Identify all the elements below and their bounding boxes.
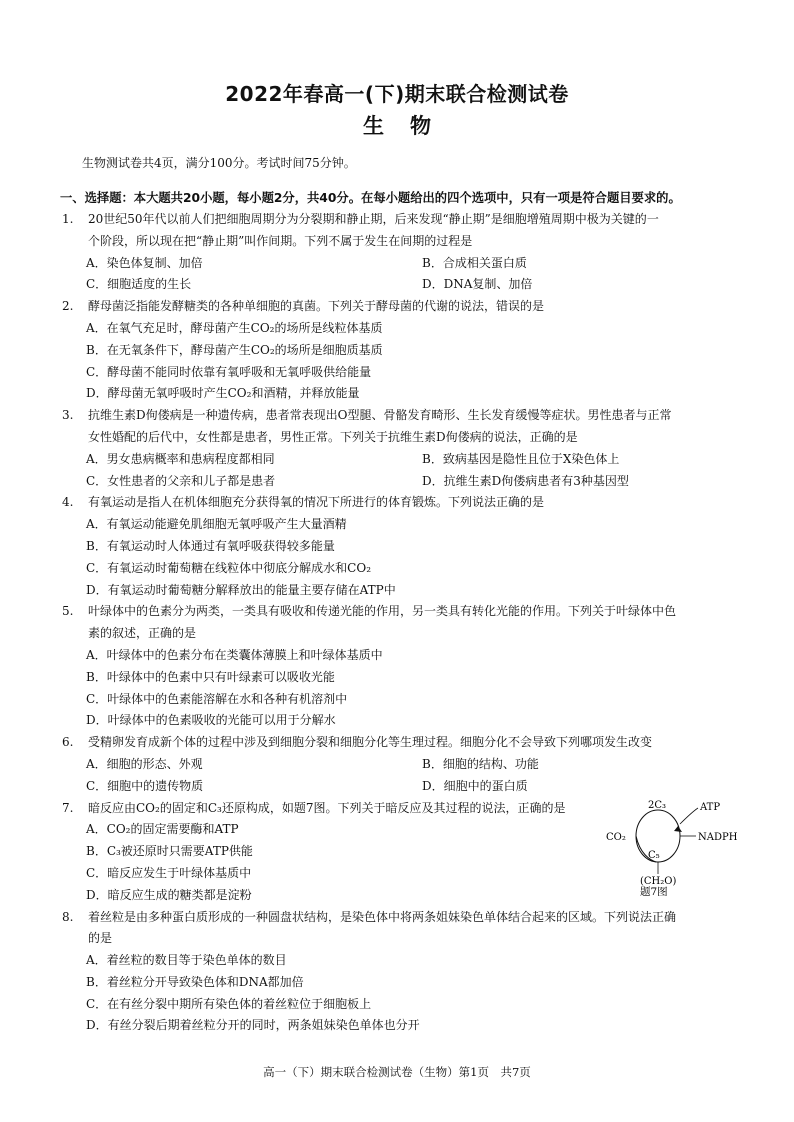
option-b: B．叶绿体中的色素中只有叶绿素可以吸收光能 (86, 669, 335, 684)
option-a: A．CO₂的固定需要酶和ATP (86, 822, 239, 837)
option-b: B．有氧运动时人体通过有氧呼吸获得较多能量 (86, 538, 335, 553)
option-c: C．酵母菌不能同时依靠有氧呼吸和无氧呼吸供给能量 (86, 364, 372, 379)
option-b: B．致病基因是隐性且位于X染色体上 (422, 451, 620, 466)
calvin-cycle-diagram (596, 796, 746, 896)
question-text: 叶绿体中的色素分为两类，一类具有吸收和传递光能的作用，另一类具有转化光能的作用。下列关于叶绿体中色 (88, 604, 677, 619)
option-d: D．有丝分裂后期着丝粒分开的同时，两条姐妹染色单体也分开 (86, 1018, 420, 1033)
exam-note: 生物测试卷共4页，满分100分。考试时间75分钟。 (82, 156, 356, 170)
section-heading: 一、选择题：本大题共20小题，每小题2分，共40分。在每小题给出的四个选项中，只有一项是符合题目要求的。 (60, 191, 681, 205)
option-c: C．暗反应发生于叶绿体基质中 (86, 865, 252, 880)
option-b: B．C₃被还原时只需要ATP供能 (86, 844, 253, 859)
label-2c3: 2C₃ (648, 799, 667, 811)
option-b: B．着丝粒分开导致染色体和DNA都加倍 (86, 974, 304, 989)
question-number: 2. (62, 299, 74, 314)
question-number: 7. (62, 800, 74, 815)
question-1 (60, 209, 740, 296)
option-a: A．男女患病概率和患病程度都相同 (86, 451, 275, 466)
question-text: 受精卵发育成新个体的过程中涉及到细胞分裂和细胞分化等生理过程。细胞分化不会导致下列哪项发生改变 (88, 735, 653, 750)
option-c: C．叶绿体中的色素能溶解在水和各种有机溶剂中 (86, 691, 348, 706)
option-c: C．细胞中的遗传物质 (86, 778, 204, 793)
label-co2: CO₂ (606, 831, 626, 843)
option-c: C．有氧运动时葡萄糖在线粒体中彻底分解成水和CO₂ (86, 560, 372, 575)
question-number: 5. (62, 604, 74, 619)
question-3 (60, 405, 740, 492)
atp-arrow (680, 808, 698, 824)
option-a: A．染色体复制、加倍 (86, 255, 203, 270)
option-d: D．DNA复制、加倍 (422, 277, 533, 292)
label-atp: ATP (700, 801, 721, 813)
question-2 (60, 296, 740, 405)
option-c: C．细胞适度的生长 (86, 277, 192, 292)
question-text: 暗反应由CO₂的固定和C₃还原构成，如题7图。下列关于暗反应及其过程的说法，正确的是 (88, 800, 566, 815)
figure-caption: 题7图 (640, 885, 668, 896)
cycle-arrow-head (674, 826, 682, 832)
option-b: B．在无氧条件下，酵母菌产生CO₂的场所是细胞质基质 (86, 342, 383, 357)
question-text: 20世纪50年代以前人们把细胞周期分为分裂期和静止期，后来发现“静止期”是细胞增殖周期中极为关键的一 (88, 212, 659, 226)
question-text: 着丝粒是由多种蛋白质形成的一种圆盘状结构，是染色体中将两条姐妹染色单体结合起来的区域。下列说法正确 (88, 909, 677, 924)
question-text: 个阶段，所以现在把“静止期”叫作间期。下列不属于发生在间期的过程是 (88, 233, 473, 248)
option-d: D．抗维生素D佝偻病患者有3种基因型 (422, 473, 629, 488)
question-text: 的是 (88, 931, 113, 946)
question-text: 有氧运动是指人在机体细胞充分获得氧的情况下所进行的体育锻炼。下列说法正确的是 (88, 495, 545, 510)
option-d: D．暗反应生成的糖类都是淀粉 (86, 887, 252, 902)
question-number: 3. (62, 408, 74, 423)
question-text: 酵母菌泛指能发酵糖类的各种单细胞的真菌。下列关于酵母菌的代谢的说法，错误的是 (88, 299, 545, 314)
question-7 (60, 798, 740, 907)
label-ch2o: (CH₂O) (640, 875, 677, 887)
page-footer: 高一（下）期末联合检测试卷（生物）第1页 共7页 (263, 1065, 531, 1079)
question-list (60, 209, 740, 1037)
option-a: A．叶绿体中的色素分布在类囊体薄膜上和叶绿体基质中 (86, 647, 383, 662)
option-d: D．有氧运动时葡萄糖分解释放出的能量主要存储在ATP中 (86, 582, 396, 597)
option-d: D．细胞中的蛋白质 (422, 778, 528, 793)
question-text: 素的叙述，正确的是 (88, 626, 197, 641)
option-b: B．合成相关蛋白质 (422, 255, 527, 270)
question-number: 6. (62, 735, 74, 750)
option-c: C．女性患者的父亲和儿子都是患者 (86, 473, 276, 488)
option-a: A．在氧气充足时，酵母菌产生CO₂的场所是线粒体基质 (86, 320, 383, 335)
option-a: A．有氧运动能避免肌细胞无氧呼吸产生大量酒精 (86, 517, 347, 532)
question-text: 抗维生素D佝偻病是一种遗传病，患者常表现出O型腿、骨骼发育畸形、生长发育缓慢等症状。男性患者与正常 (88, 408, 672, 423)
question-number: 8. (62, 909, 74, 924)
question-5 (60, 601, 740, 732)
option-c: C．在有丝分裂中期所有染色体的着丝粒位于细胞板上 (86, 996, 372, 1011)
question-8 (60, 907, 740, 1038)
question-number: 1. (62, 212, 74, 226)
question-6 (60, 732, 740, 797)
question-text: 女性婚配的后代中，女性都是患者，男性正常。下列关于抗维生素D佝偻病的说法，正确的是 (88, 429, 578, 444)
option-b: B．细胞的结构、功能 (422, 756, 539, 771)
subject-title: 生物 (363, 114, 457, 138)
option-d: D．叶绿体中的色素吸收的光能可以用于分解水 (86, 713, 336, 728)
option-a: A．着丝粒的数目等于染色单体的数目 (86, 953, 287, 968)
option-a: A．细胞的形态、外观 (86, 756, 203, 771)
label-c5: C₅ (648, 849, 660, 861)
question-number: 4. (62, 495, 74, 510)
question-4 (60, 492, 740, 601)
option-d: D．酵母菌无氧呼吸时产生CO₂和酒精，并释放能量 (86, 386, 360, 401)
page-title: 2022年春高一(下)期末联合检测试卷 (225, 82, 569, 106)
label-nadph: NADPH (698, 831, 738, 843)
